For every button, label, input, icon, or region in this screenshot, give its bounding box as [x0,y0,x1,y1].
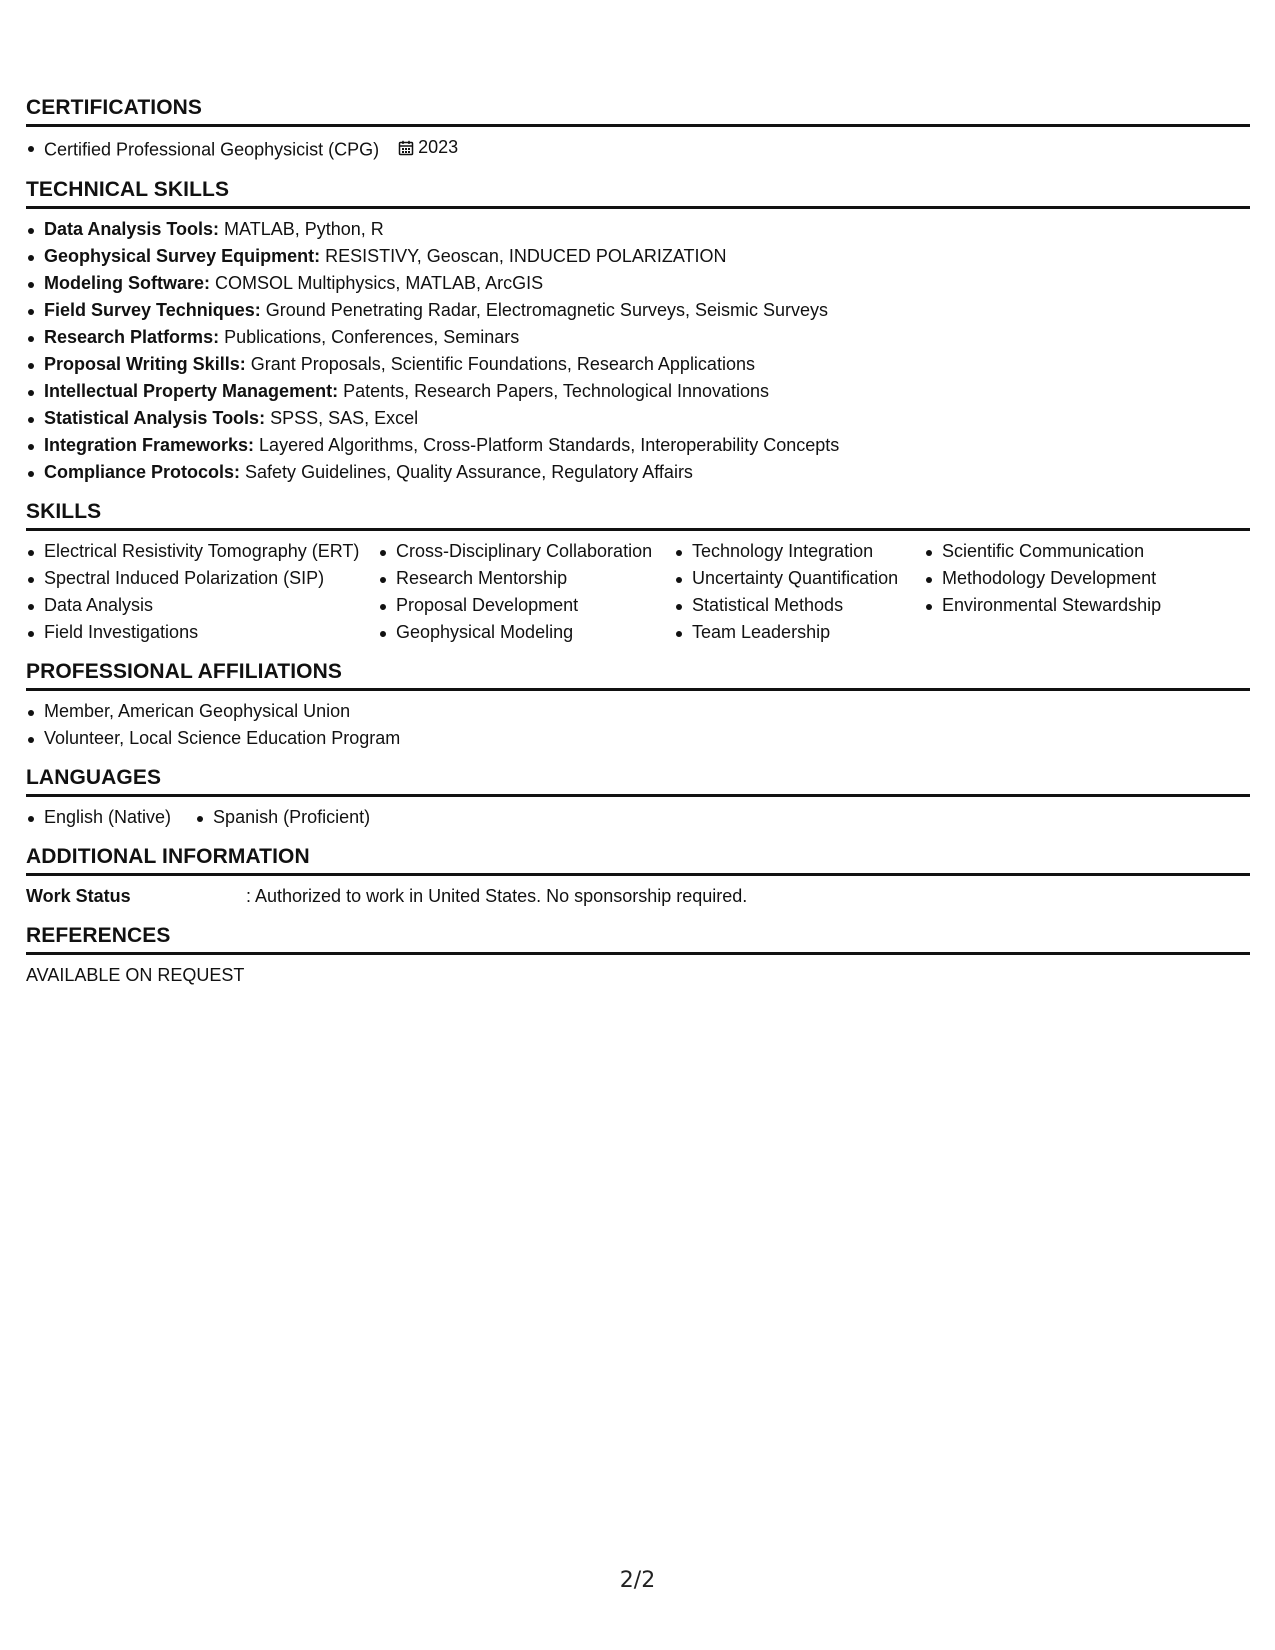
skill-category: Proposal Writing Skills: [44,353,246,374]
section-title: LANGUAGES [26,766,1250,797]
certifications-list [26,134,1250,164]
skill-values: Layered Algorithms, Cross-Platform Standards, Interoperability Concepts [254,434,840,455]
skill-category: Field Survey Techniques: [44,299,261,320]
technical-skill-item [26,243,1250,270]
skill-values: Ground Penetrating Radar, Electromagnetic Surveys, Seismic Surveys [260,299,828,320]
references-text: AVAILABLE ON REQUEST [26,964,245,985]
skill-values: COMSOL Multiphysics, MATLAB, ArcGIS [210,272,544,293]
skill-item: Spectral Induced Polarization (SIP) [26,565,378,592]
section-title: REFERENCES [26,924,1250,955]
technical-skill-item [26,459,1250,486]
page-number: 2/2 [619,1568,656,1593]
skill-values: RESISTIVY, Geoscan, INDUCED POLARIZATION [320,245,727,266]
certification-date [398,134,458,161]
skill-item: Team Leadership [674,619,924,646]
section-title: SKILLS [26,500,1250,531]
skill-values: Publications, Conferences, Seminars [219,326,520,347]
skill-category: Integration Frameworks: [44,434,255,455]
skill-values: Grant Proposals, Scientific Foundations, Research Applications [245,353,755,374]
skill-item: Scientific Communication [924,538,1224,565]
skill-category: Statistical Analysis Tools: [44,407,266,428]
skill-item: Data Analysis [26,592,378,619]
technical-skill-item [26,432,1250,459]
skills-grid [26,538,1250,646]
skill-category: Data Analysis Tools: [44,218,220,239]
section-title: PROFESSIONAL AFFILIATIONS [26,660,1250,691]
affiliations-section [26,660,1250,752]
certification-name: Certified Professional Geophysicist (CPG) [44,139,380,160]
skill-item: Statistical Methods [674,592,924,619]
section-title: TECHNICAL SKILLS [26,178,1250,209]
technical-skill-item [26,216,1250,243]
affiliation-item: Member, American Geophysical Union [26,698,1250,725]
skill-category: Research Platforms: [44,326,220,347]
certifications-section [26,96,1250,164]
languages-section [26,766,1250,831]
technical-skill-item [26,297,1250,324]
technical-skill-item [26,270,1250,297]
skill-category: Geophysical Survey Equipment: [44,245,321,266]
skills-column [924,538,1224,646]
affiliations-list [26,698,1250,752]
skill-values: Safety Guidelines, Quality Assurance, Regulatory Affairs [240,461,693,482]
skill-item: Technology Integration [674,538,924,565]
work-status-value: : Authorized to work in United States. No sponsorship required. [246,885,748,906]
skill-values: MATLAB, Python, R [219,218,384,239]
skills-section [26,500,1250,646]
calendar-icon [398,140,414,156]
languages-list [26,804,1250,831]
skill-category: Modeling Software: [44,272,210,293]
skill-item: Electrical Resistivity Tomography (ERT) [26,538,378,565]
additional-info-section [26,845,1250,910]
skill-values: SPSS, SAS, Excel [265,407,419,428]
technical-skills-list [26,216,1250,486]
technical-skills-section [26,178,1250,486]
work-status-row [26,883,1250,910]
technical-skill-item [26,405,1250,432]
skills-column [674,538,924,646]
technical-skill-item [26,324,1250,351]
technical-skill-item [26,351,1250,378]
skill-category: Compliance Protocols: [44,461,241,482]
affiliation-item: Volunteer, Local Science Education Program [26,725,1250,752]
skills-column [378,538,674,646]
skill-item: Cross-Disciplinary Collaboration [378,538,674,565]
skills-column [26,538,378,646]
certification-year: 2023 [418,137,459,157]
resume-page [26,96,1250,1003]
skill-item: Proposal Development [378,592,674,619]
section-title: ADDITIONAL INFORMATION [26,845,1250,876]
skill-item: Uncertainty Quantification [674,565,924,592]
skill-item: Research Mentorship [378,565,674,592]
skill-values: Patents, Research Papers, Technological Innovations [338,380,770,401]
language-item: Spanish (Proficient) [195,804,370,831]
technical-skill-item [26,378,1250,405]
certification-item [26,134,1250,164]
skill-category: Intellectual Property Management: [44,380,339,401]
section-title: CERTIFICATIONS [26,96,1250,127]
skill-item: Methodology Development [924,565,1224,592]
skill-item: Field Investigations [26,619,378,646]
skill-item: Geophysical Modeling [378,619,674,646]
work-status-label: Work Status [26,885,131,906]
references-section [26,924,1250,989]
language-item: English (Native) [26,804,171,831]
skill-item: Environmental Stewardship [924,592,1224,619]
